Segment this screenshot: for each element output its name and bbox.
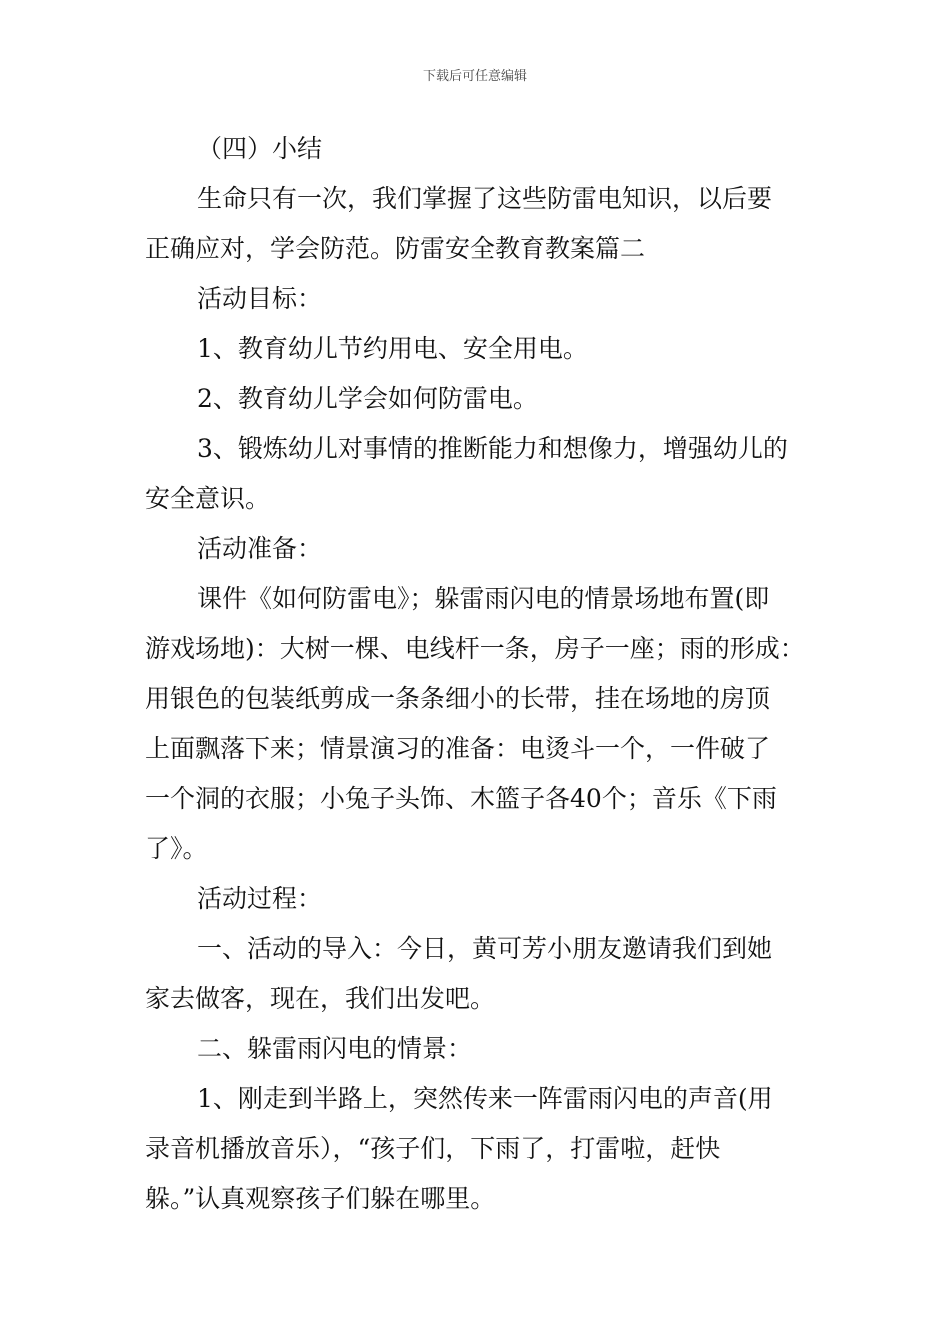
paragraph-line: 录音机播放音乐），“孩子们，下雨了，打雷啦，赶快	[145, 1134, 721, 1163]
paragraph-line: 一、活动的导入：今日，黄可芳小朋友邀请我们到她	[197, 934, 773, 963]
section-heading: 活动目标：	[197, 284, 323, 313]
section-heading: 活动过程：	[197, 884, 323, 913]
paragraph-line: 游戏场地)：大树一棵、电线杆一条，房子一座；雨的形成：	[145, 634, 805, 663]
section-heading: 二、躲雷雨闪电的情景：	[197, 1034, 473, 1063]
paragraph-line: 安全意识。	[145, 484, 271, 513]
section-heading: （四）小结	[197, 134, 323, 163]
list-item: 1、刚走到半路上，突然传来一阵雷雨闪电的声音(用	[197, 1084, 773, 1113]
page-header: 下载后可任意编辑	[422, 69, 527, 84]
list-item: 1、教育幼儿节约用电、安全用电。	[197, 334, 588, 363]
paragraph-line: 用银色的包装纸剪成一条条细小的长带，挂在场地的房顶	[145, 684, 771, 713]
paragraph-line: 生命只有一次，我们掌握了这些防雷电知识，以后要	[197, 184, 773, 213]
paragraph-line: 上面飘落下来；情景演习的准备：电烫斗一个，一件破了	[145, 734, 771, 763]
paragraph-line: 躲。”认真观察孩子们躲在哪里。	[145, 1184, 496, 1213]
section-heading: 活动准备：	[197, 534, 323, 563]
paragraph-line: 一个洞的衣服；小兔子头饰、木篮子各40个；音乐《下雨	[145, 784, 777, 813]
paragraph-line: 家去做客，现在，我们出发吧。	[145, 984, 496, 1013]
paragraph-line: 课件《如何防雷电》；躲雷雨闪电的情景场地布置(即	[197, 584, 770, 613]
list-item: 2、教育幼儿学会如何防雷电。	[197, 384, 538, 413]
paragraph-line: 了》。	[145, 834, 208, 863]
paragraph-line: 正确应对，学会防范。防雷安全教育教案篇二	[145, 234, 646, 263]
list-item: 3、锻炼幼儿对事情的推断能力和想像力，增强幼儿的	[197, 434, 788, 463]
